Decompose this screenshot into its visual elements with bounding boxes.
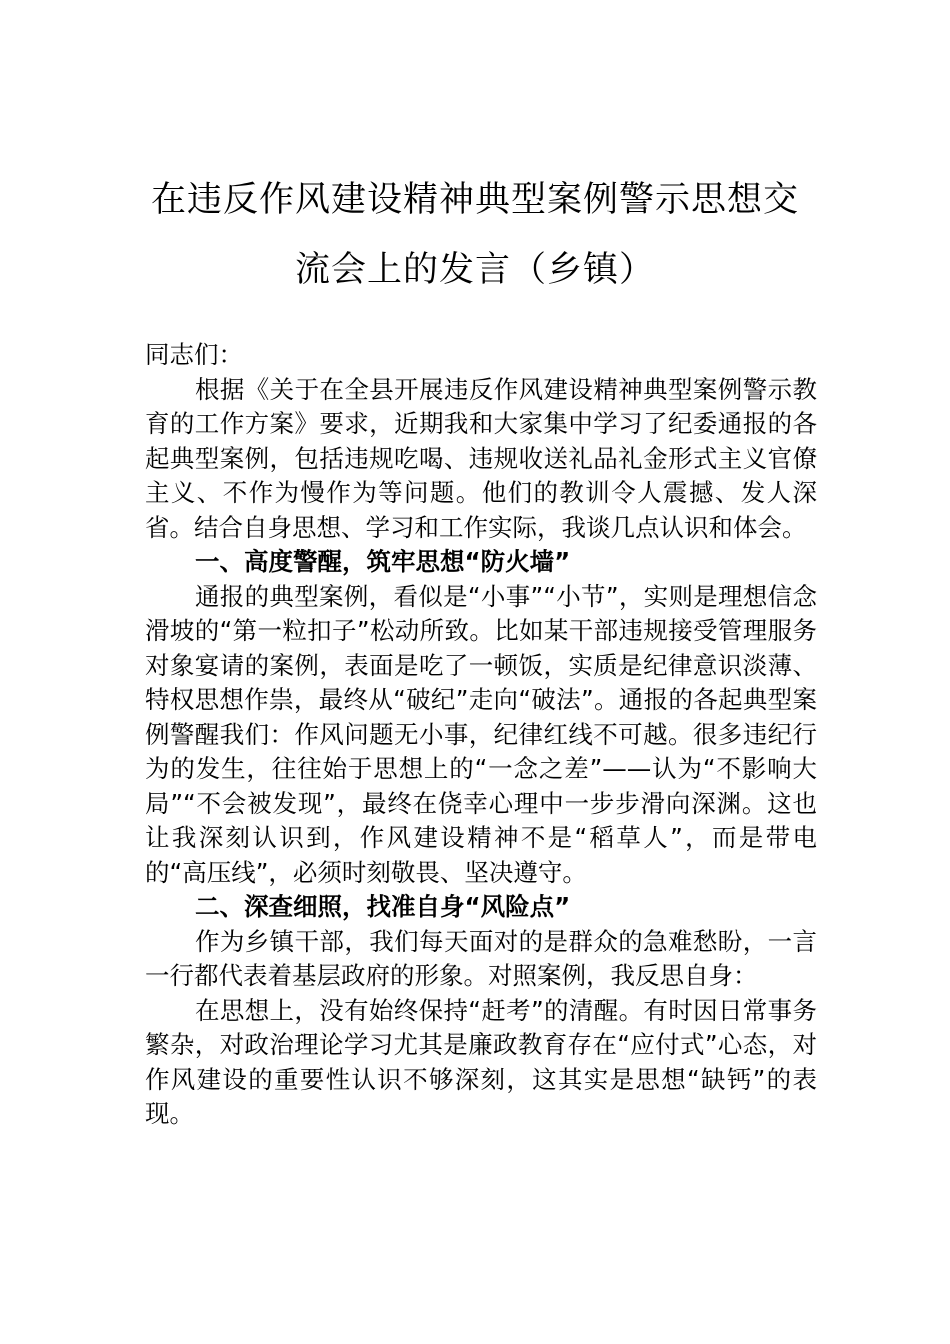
- document-title-line-2: 流会上的发言（乡镇）: [294, 250, 655, 290]
- document-body: [145, 338, 817, 1132]
- paragraph-intro: 根据《关于在全县开展违反作风建设精神典型案例警示教育的工作方案》要求，近期我和大家集中学习了纪委通报的各起典型案例，包括违规吃喝、违规收送礼品礼金形式主义官僚主义、不作为慢作为等问题。他们的教训令人震撼、发人深省。结合自身思想、学习和工作实际，我谈几点认识和体会。: [145, 374, 817, 542]
- document-title-line-1: 在违反作风建设精神典型案例警示思想交: [150, 180, 799, 220]
- section-heading-2: 二、深查细照，找准自身“风险点”: [195, 892, 571, 921]
- section-heading-1: 一、高度警醒，筑牢思想“防火墙”: [195, 547, 571, 576]
- paragraph-section-1: 通报的典型案例，看似是“小事”“小节”，实则是理想信念滑坡的“第一粒扣子”松动所致。比如某干部违规接受管理服务对象宴请的案例，表面是吃了一顿饭，实质是纪律意识淡薄、特权思想作祟，最终从“破纪”走向“破法”。通报的各起典型案例警醒我们：作风问题无小事，纪律红线不可越。很多违纪行为的发生，往往始于思想上的“一念之差”——认为“不影响大局”“不会被发现”，最终在侥幸心理中一步步滑向深渊。这也让我深刻认识到，作风建设精神不是“稻草人”，而是带电的“高压线”，必须时刻敬畏、坚决遵守。: [145, 581, 817, 887]
- paragraph-section-2: 作为乡镇干部，我们每天面对的是群众的急难愁盼，一言一行都代表着基层政府的形象。对照案例，我反思自身：: [145, 926, 817, 990]
- paragraph-thinking: 在思想上，没有始终保持“赶考”的清醒。有时因日常事务繁杂，对政治理论学习尤其是廉政教育存在“应付式”心态，对作风建设的重要性认识不够深刻，这其实是思想“缺钙”的表现。: [145, 995, 817, 1128]
- salutation: 同志们：: [145, 340, 243, 369]
